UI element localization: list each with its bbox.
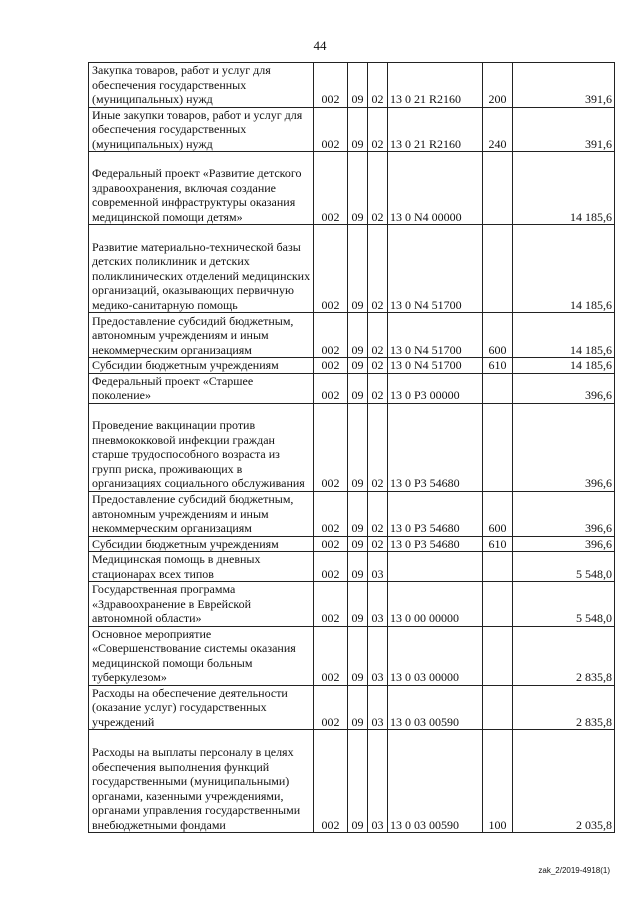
row-name: Развитие материально-технической базы детских поликлиник и детских поликлинических отделений медицинских организаций, оказывающих первичную медико-санитарную помощь bbox=[89, 225, 314, 313]
subsection-code: 02 bbox=[368, 313, 388, 358]
row-name: Федеральный проект «Развитие детского здравоохранения, включая создание современной инфраструктуры оказания медицинской помощи детям» bbox=[89, 152, 314, 225]
expense-type-code: 240 bbox=[483, 107, 513, 152]
ved-code: 002 bbox=[314, 685, 348, 730]
target-article-code: 13 0 03 00000 bbox=[388, 626, 483, 685]
expense-type-code: 600 bbox=[483, 313, 513, 358]
section-code: 09 bbox=[348, 552, 368, 582]
subsection-code: 03 bbox=[368, 685, 388, 730]
target-article-code: 13 0 P3 54680 bbox=[388, 491, 483, 536]
page-number: 44 bbox=[313, 38, 327, 53]
table-row bbox=[89, 63, 615, 108]
target-article-code: 13 0 N4 51700 bbox=[388, 358, 483, 374]
table-row bbox=[89, 358, 615, 374]
amount: 2 035,8 bbox=[513, 730, 615, 833]
expense-type-code bbox=[483, 225, 513, 313]
row-name: Расходы на выплаты персоналу в целях обеспечения выполнения функций государственными (муниципальными) органами, казенными учреждениями, органами управления государственными внебюджетными фондами bbox=[89, 730, 314, 833]
subsection-code: 02 bbox=[368, 403, 388, 491]
section-code: 09 bbox=[348, 225, 368, 313]
subsection-code: 02 bbox=[368, 152, 388, 225]
ved-code: 002 bbox=[314, 491, 348, 536]
table-row bbox=[89, 552, 615, 582]
expense-type-code: 610 bbox=[483, 358, 513, 374]
section-code: 09 bbox=[348, 63, 368, 108]
ved-code: 002 bbox=[314, 373, 348, 403]
target-article-code: 13 0 N4 51700 bbox=[388, 313, 483, 358]
amount: 2 835,8 bbox=[513, 685, 615, 730]
amount: 5 548,0 bbox=[513, 582, 615, 627]
subsection-code: 02 bbox=[368, 225, 388, 313]
row-name: Государственная программа «Здравоохранение в Еврейской автономной области» bbox=[89, 582, 314, 627]
amount: 5 548,0 bbox=[513, 552, 615, 582]
budget-table-body bbox=[89, 63, 615, 833]
table-row bbox=[89, 685, 615, 730]
row-name: Медицинская помощь в дневных стационарах всех типов bbox=[89, 552, 314, 582]
table-row bbox=[89, 373, 615, 403]
table-row bbox=[89, 152, 615, 225]
amount: 396,6 bbox=[513, 373, 615, 403]
ved-code: 002 bbox=[314, 358, 348, 374]
table-row bbox=[89, 730, 615, 833]
subsection-code: 03 bbox=[368, 626, 388, 685]
amount: 396,6 bbox=[513, 536, 615, 552]
target-article-code: 13 0 N4 00000 bbox=[388, 152, 483, 225]
expense-type-code bbox=[483, 373, 513, 403]
expense-type-code: 100 bbox=[483, 730, 513, 833]
amount: 391,6 bbox=[513, 107, 615, 152]
row-name: Субсидии бюджетным учреждениям bbox=[89, 536, 314, 552]
ved-code: 002 bbox=[314, 582, 348, 627]
document-code: zak_2/2019-4918(1) bbox=[538, 866, 610, 875]
ved-code: 002 bbox=[314, 63, 348, 108]
table-row bbox=[89, 225, 615, 313]
ved-code: 002 bbox=[314, 730, 348, 833]
target-article-code: 13 0 21 R2160 bbox=[388, 107, 483, 152]
amount: 14 185,6 bbox=[513, 225, 615, 313]
target-article-code: 13 0 03 00590 bbox=[388, 685, 483, 730]
ved-code: 002 bbox=[314, 403, 348, 491]
table-row bbox=[89, 582, 615, 627]
target-article-code bbox=[388, 552, 483, 582]
subsection-code: 02 bbox=[368, 63, 388, 108]
subsection-code: 02 bbox=[368, 373, 388, 403]
table-row bbox=[89, 491, 615, 536]
section-code: 09 bbox=[348, 491, 368, 536]
table-row bbox=[89, 536, 615, 552]
target-article-code: 13 0 03 00590 bbox=[388, 730, 483, 833]
row-name: Предоставление субсидий бюджетным, автономным учреждениям и иным некоммерческим организациям bbox=[89, 313, 314, 358]
expense-type-code: 610 bbox=[483, 536, 513, 552]
section-code: 09 bbox=[348, 107, 368, 152]
section-code: 09 bbox=[348, 730, 368, 833]
ved-code: 002 bbox=[314, 313, 348, 358]
amount: 391,6 bbox=[513, 63, 615, 108]
subsection-code: 02 bbox=[368, 536, 388, 552]
row-name: Проведение вакцинации против пневмококковой инфекции граждан старше трудоспособного возраста из групп риска, проживающих в организациях социального обслуживания bbox=[89, 403, 314, 491]
table-row bbox=[89, 313, 615, 358]
expense-type-code bbox=[483, 403, 513, 491]
section-code: 09 bbox=[348, 152, 368, 225]
section-code: 09 bbox=[348, 685, 368, 730]
target-article-code: 13 0 00 00000 bbox=[388, 582, 483, 627]
row-name: Федеральный проект «Старшее поколение» bbox=[89, 373, 314, 403]
subsection-code: 03 bbox=[368, 552, 388, 582]
amount: 14 185,6 bbox=[513, 358, 615, 374]
ved-code: 002 bbox=[314, 225, 348, 313]
section-code: 09 bbox=[348, 358, 368, 374]
expense-type-code bbox=[483, 582, 513, 627]
amount: 396,6 bbox=[513, 403, 615, 491]
target-article-code: 13 0 P3 54680 bbox=[388, 536, 483, 552]
subsection-code: 03 bbox=[368, 582, 388, 627]
section-code: 09 bbox=[348, 373, 368, 403]
section-code: 09 bbox=[348, 626, 368, 685]
subsection-code: 02 bbox=[368, 107, 388, 152]
amount: 396,6 bbox=[513, 491, 615, 536]
section-code: 09 bbox=[348, 313, 368, 358]
row-name: Основное мероприятие «Совершенствование системы оказания медицинской помощи больным туберкулезом» bbox=[89, 626, 314, 685]
expense-type-code bbox=[483, 152, 513, 225]
amount: 2 835,8 bbox=[513, 626, 615, 685]
ved-code: 002 bbox=[314, 536, 348, 552]
table-row bbox=[89, 107, 615, 152]
target-article-code: 13 0 N4 51700 bbox=[388, 225, 483, 313]
row-name: Предоставление субсидий бюджетным, автономным учреждениям и иным некоммерческим организациям bbox=[89, 491, 314, 536]
subsection-code: 03 bbox=[368, 730, 388, 833]
amount: 14 185,6 bbox=[513, 152, 615, 225]
ved-code: 002 bbox=[314, 626, 348, 685]
section-code: 09 bbox=[348, 403, 368, 491]
ved-code: 002 bbox=[314, 552, 348, 582]
subsection-code: 02 bbox=[368, 491, 388, 536]
amount: 14 185,6 bbox=[513, 313, 615, 358]
expense-type-code: 200 bbox=[483, 63, 513, 108]
target-article-code: 13 0 P3 54680 bbox=[388, 403, 483, 491]
section-code: 09 bbox=[348, 536, 368, 552]
budget-table bbox=[88, 62, 615, 833]
target-article-code: 13 0 P3 00000 bbox=[388, 373, 483, 403]
expense-type-code bbox=[483, 552, 513, 582]
subsection-code: 02 bbox=[368, 358, 388, 374]
expense-type-code bbox=[483, 685, 513, 730]
row-name: Расходы на обеспечение деятельности (оказание услуг) государственных учреждений bbox=[89, 685, 314, 730]
row-name: Субсидии бюджетным учреждениям bbox=[89, 358, 314, 374]
table-row bbox=[89, 626, 615, 685]
ved-code: 002 bbox=[314, 152, 348, 225]
row-name: Иные закупки товаров, работ и услуг для обеспечения государственных (муниципальных) нужд bbox=[89, 107, 314, 152]
target-article-code: 13 0 21 R2160 bbox=[388, 63, 483, 108]
table-row bbox=[89, 403, 615, 491]
row-name: Закупка товаров, работ и услуг для обеспечения государственных (муниципальных) нужд bbox=[89, 63, 314, 108]
expense-type-code: 600 bbox=[483, 491, 513, 536]
ved-code: 002 bbox=[314, 107, 348, 152]
section-code: 09 bbox=[348, 582, 368, 627]
expense-type-code bbox=[483, 626, 513, 685]
